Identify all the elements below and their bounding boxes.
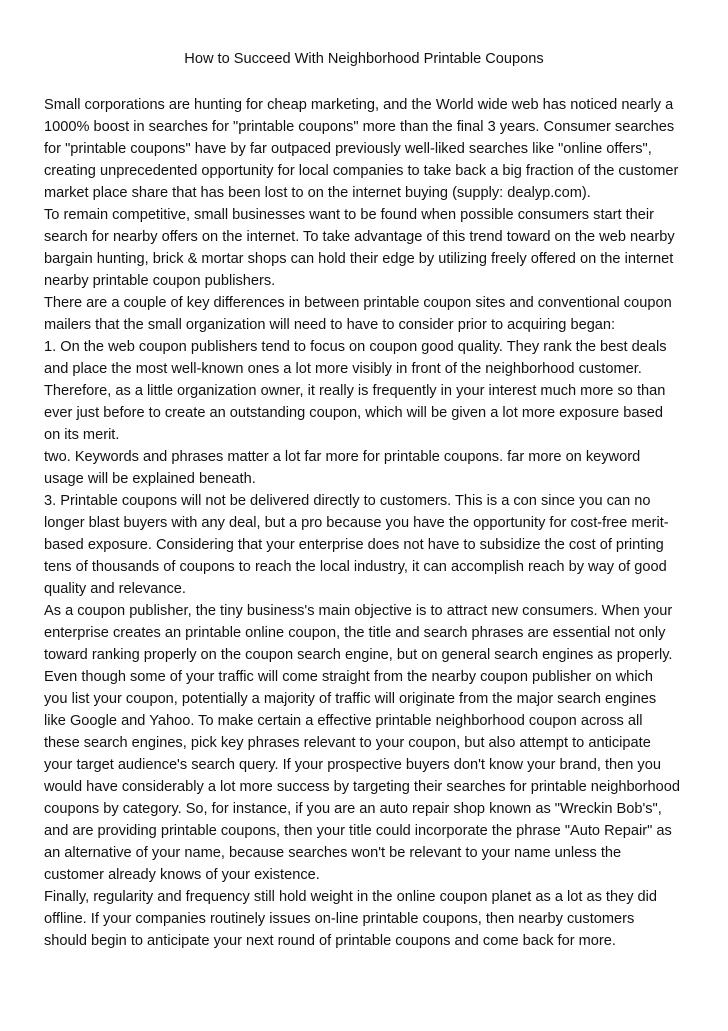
body-text-line: you list your coupon, potentially a majority of traffic will originate from the major search engines [44,691,657,707]
body-text-line: and are providing printable coupons, then your title could incorporate the phrase "Auto Repair" as [44,823,672,839]
body-text-line: customer already knows of your existence. [44,867,320,883]
body-text-line: 1. On the web coupon publishers tend to focus on coupon good quality. They rank the best deals [44,339,667,355]
body-text-line: To remain competitive, small businesses want to be found when possible consumers start their [44,207,654,223]
body-text-line: toward ranking properly on the coupon search engine, but on general search engines as properly. [44,647,673,663]
body-text-line: based exposure. Considering that your enterprise does not have to subsidize the cost of printing [44,537,664,553]
body-text-line: quality and relevance. [44,581,186,597]
body-text-line: for "printable coupons" have by far outpaced previously well-liked searches like "online offers", [44,141,652,157]
body-text-line: Even though some of your traffic will come straight from the nearby coupon publisher on which [44,669,653,685]
body-text-line: search for nearby offers on the internet. To take advantage of this trend toward on the web nearby [44,229,675,245]
body-text-line: like Google and Yahoo. To make certain a effective printable neighborhood coupon across all [44,713,643,729]
document-title: How to Succeed With Neighborhood Printable Coupons [184,51,544,67]
body-text-line: mailers that the small organization will need to have to consider prior to acquiring began: [44,317,616,333]
body-text-line: would have considerably a lot more success by targeting their searches for printable neighborhood [44,779,681,795]
body-text-line: nearby printable coupon publishers. [44,273,276,289]
body-text-line: longer blast buyers with any deal, but a pro because you have the opportunity for cost-free merit- [44,515,669,531]
body-text-line: 1000% boost in searches for "printable coupons" more than the final 3 years. Consumer searches [44,119,675,135]
document-body [44,94,690,952]
body-text-line: Small corporations are hunting for cheap marketing, and the World wide web has noticed nearly a [44,97,674,113]
body-text-line: enterprise creates an printable online coupon, the title and search phrases are essential not only [44,625,666,641]
body-text-line: market place share that has been lost to on the internet buying (supply: dealyp.com). [44,185,591,201]
body-text-line: As a coupon publisher, the tiny business's main objective is to attract new consumers. When your [44,603,673,619]
body-text-line: your target audience's search query. If your prospective buyers don't know your brand, then you [44,757,661,773]
body-text-line: Therefore, as a little organization owner, it really is frequently in your interest much more so than [44,383,666,399]
body-text-line: on its merit. [44,427,120,443]
body-text-line: coupons by category. So, for instance, if you are an auto repair shop known as "Wreckin Bob's", [44,801,662,817]
body-text-line: bargain hunting, brick & mortar shops can hold their edge by utilizing freely offered on the internet [44,251,674,267]
body-text-line: these search engines, pick key phrases relevant to your coupon, but also attempt to anticipate [44,735,651,751]
body-text-line: 3. Printable coupons will not be delivered directly to customers. This is a con since you can no [44,493,651,509]
body-text-line: an alternative of your name, because searches won't be relevant to your name unless the [44,845,622,861]
body-text-line: should begin to anticipate your next round of printable coupons and come back for more. [44,933,616,949]
body-text-line: two. Keywords and phrases matter a lot far more for printable coupons. far more on keyword [44,449,641,465]
body-text-line: ever just before to create an outstanding coupon, which will be given a lot more exposure based [44,405,663,421]
body-text-line: and place the most well-known ones a lot more visibly in front of the neighborhood customer. [44,361,642,377]
body-text-line: usage will be explained beneath. [44,471,256,487]
body-text-line: tens of thousands of coupons to reach the local industry, it can accomplish reach by way of good [44,559,667,575]
body-text-line: offline. If your companies routinely issues on-line printable coupons, then nearby customers [44,911,635,927]
body-text-line: creating unprecedented opportunity for local companies to take back a big fraction of the customer [44,163,679,179]
body-text-line: Finally, regularity and frequency still hold weight in the online coupon planet as a lot as they did [44,889,658,905]
body-text-line: There are a couple of key differences in between printable coupon sites and conventional coupon [44,295,672,311]
